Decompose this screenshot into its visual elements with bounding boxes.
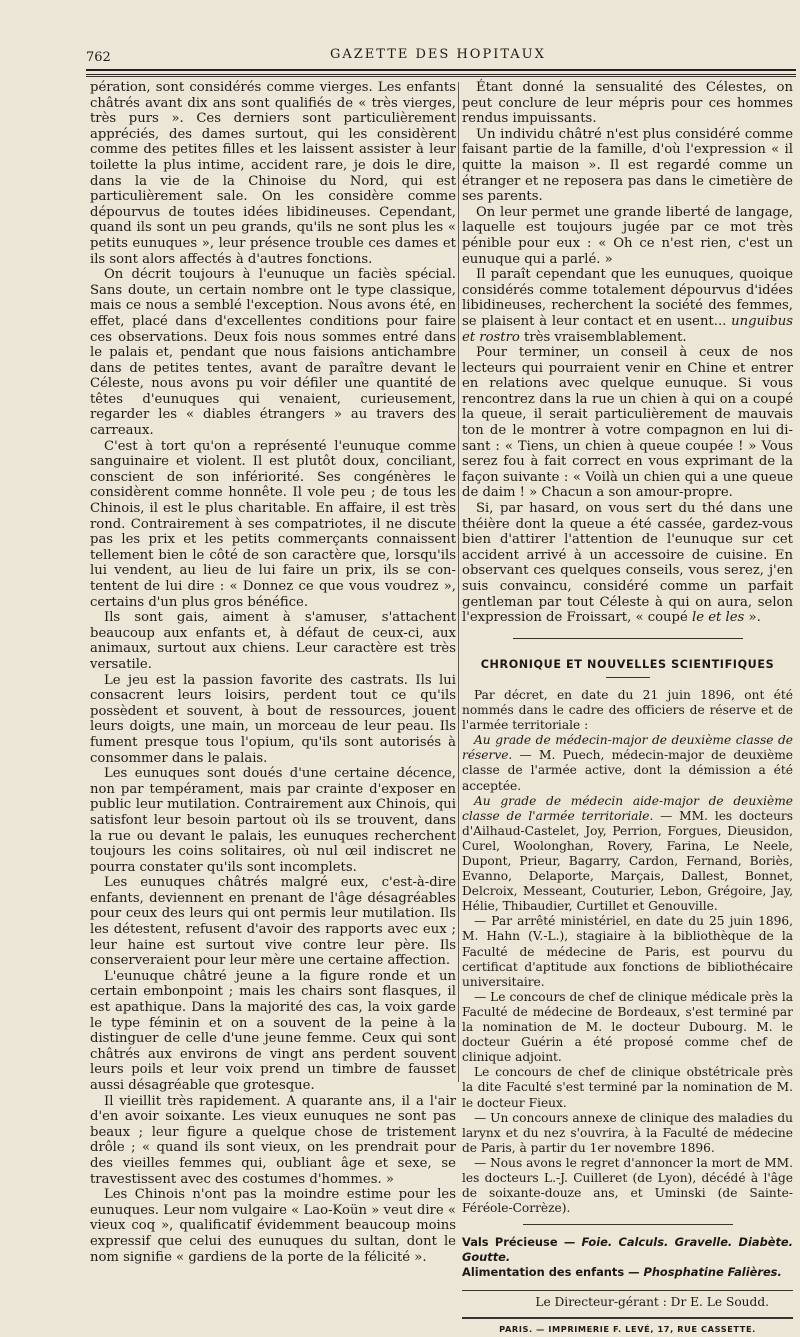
column-divider bbox=[458, 82, 459, 1082]
news-item: — Le concours de chef de clinique médicale près la Faculté de médecine de Bordeaux, s'est terminé par la nomination de M. le docteur Dubourg. M. le docteur Guérin a été proposé comme chef de clinique adjoint. bbox=[462, 989, 793, 1065]
paragraph: Les eunuques sont doués d'une certaine décence, non par tempérament, mais par crainte d'exposer en public leur mutilation. Contrairement aux Chinois, qui satisfont leur besoin partout où ils se trouvent, dans la rue ou devant le palais, les eunuques recherchent toujours les coins solitaires, où nul œil indiscret ne pourra constater qu'ils sont incomplets. bbox=[90, 766, 456, 875]
paragraph: Les Chinois n'ont pas la moindre estime pour les eunuques. Leur nom vulgaire « Lao-Koün » veut dire « vieux coq », qualificatif évidemment beaucoup moins expressif que celui des eunuques du sultan, dont le nom signifie « gardiens de la porte de la félicité ». bbox=[90, 1187, 456, 1265]
ad-line bbox=[462, 1265, 793, 1280]
paragraph-text: Si, par hasard, on vous sert du thé dans une théière dont la queue a été cassée, gardez-vous bien d'attirer l'attention de l'eunuque sur cet accident arrivé à un accessoire de cuisine. En observant ces quelques conseils, vous serez, j'en suis convaincu, considéré comme un parfait gentleman par tout Céleste à qui on aura, selon l'expression de Froissart, bbox=[462, 501, 793, 626]
news-item bbox=[462, 794, 793, 915]
paragraph: On leur permet une grande liberté de langage, laquelle est toujours jugée par ce mot très pénible pour eux : « Oh ce n'est rien, c'est un eunuque qui a parlé. » bbox=[462, 204, 793, 267]
news-item-heading: Au grade de médecin aide-major de deuxième classe de l'armée territoriale. — bbox=[462, 793, 793, 823]
paragraph: Pour terminer, un conseil à ceux de nos lecteurs qui pourraient venir en Chine et entrer en relations avec quelque eunuque. Si vous rencontrez dans la rue un chien à qui on a coupé la queue, il serait particulièrement de mauvais ton de le montrer à votre compagnon en lui disant : « Tiens, un chien à queue coupée ! » Vous serez fou à fait correct en vous exprimant de la façon suivante : « Voilà un chien qui a une queue de daim ! » Chacun a son amour-propre. bbox=[462, 345, 793, 501]
director-line: Le Directeur-gérant : Dr E. Le Soudd. bbox=[462, 1290, 793, 1311]
page-number: 762 bbox=[86, 50, 111, 65]
news-items bbox=[462, 688, 793, 1216]
paragraph: Il vieillit très rapidement. A quarante ans, il a l'air d'en avoir soixante. Les vieux eunuques ne sont pas beaux ; leur figure a quelque chose de tristement drôle ; « quand ils sont vieux, on les prendrait pour des vieilles femmes qui, oubliant âge et sexe, se travestissent avec des costumes d'hommes. » bbox=[90, 1093, 456, 1187]
title-rule bbox=[606, 677, 650, 678]
paragraph: Le jeu est la passion favorite des castrats. Ils lui consacrent leurs loisirs, perdent tout ce qu'ils possèdent et souvent, à bout de ressources, jouent leurs doigts, une main, un morceau de leur peau. Ils fument presque tous l'opium, qu'ils sont autorisés à consommer dans le palais. bbox=[90, 672, 456, 766]
ad-tagline: Phosphatine Falières. bbox=[643, 1265, 782, 1280]
latin-phrase: unguibus et rostro bbox=[462, 313, 793, 345]
news-item-text: M. Puech, médecin-major de deuxième classe de l'armée active, dont la démission a été acceptée. bbox=[462, 748, 794, 793]
paragraph-text: Il paraît cependant que les eunuques, quoique considérés comme totalement dépourvus d'idées libidineuses, recherchent la société des femmes, se plaisent à leur contact et en usent... bbox=[462, 267, 793, 329]
printer-imprint: PARIS. — IMPRIMERIE F. LEVÉ, 17, RUE CASSETTE. bbox=[462, 1317, 793, 1337]
paragraph: Un individu châtré n'est plus considéré comme faisant partie de la famille, d'où l'expression « il quitte la maison ». Il est regardé comme un étranger et ne reposera pas dans le cimetière de ses parents. bbox=[462, 126, 793, 205]
paragraph: L'eunuque châtré jeune a la figure ronde et un certain embonpoint ; mais les chairs sont flasques, il est apathique. Dans la majorité des cas, la voix garde le type féminin et on a souvent de la peine à la distinguer de celle d'une jeune femme. Ceux qui sont châtrés aux environs de vingt ans perdent souvent leurs poils et leur voix prend un timbre de fausset aussi désagréable que grotesque. bbox=[90, 968, 456, 1093]
paragraph bbox=[462, 501, 793, 626]
ads-rule bbox=[523, 1224, 733, 1225]
ad-brand: Alimentation des enfants — bbox=[462, 1265, 644, 1280]
ornament-separator bbox=[462, 632, 793, 648]
advertisements bbox=[462, 1235, 793, 1280]
paragraph: On décrit toujours à l'eunuque un faciès spécial. Sans doute, un certain nombre ont le type classique, mais ce nous a semblé l'exception. Nous avons été, en effet, placé dans d'excellentes conditions pour faire ces observations. Deux fois nous sommes entré dans le palais et, pendant que nous faisions antichambre dans de petites tentes, avant de paraître devant le Céleste, nous avons pu voir défiler une quantité de têtes d'eunuques qui venaient, curieusement, regarder les « diables étrangers » au travers des carreaux. bbox=[90, 267, 456, 439]
running-head: GAZETTE DES HOPITAUX bbox=[330, 47, 546, 62]
quote-italic: le et les bbox=[692, 610, 745, 626]
header-rule bbox=[86, 69, 796, 75]
news-item: — Par arrêté ministériel, en date du 25 juin 1896, M. Hahn (V.-L.), stagiaire à la bibliothèque de la Faculté de médecine de Paris, est pourvu du certificat d'aptitude aux fonctions de bibliothécaire universitaire. bbox=[462, 914, 793, 989]
ad-line bbox=[462, 1235, 793, 1265]
paragraph-tail: très vraisemblablement. bbox=[519, 329, 687, 345]
header-rule-thin bbox=[86, 76, 796, 77]
news-item: — Un concours annexe de clinique des maladies du larynx et du nez s'ouvrira, à la Faculté de médecine de Paris, à partir du 1er novembre 1896. bbox=[462, 1110, 793, 1155]
news-item: Le concours de chef de clinique obstétricale près la dite Faculté s'est terminé par la nomination de M. le docteur Fieux. bbox=[462, 1065, 793, 1110]
paragraph: Les eunuques châtrés malgré eux, c'est-à-dire enfants, deviennent en prenant de l'âge désagréables pour ceux des leurs qui ont permis leur mutilation. Ils les détestent, refusent d'avoir des rapports avec eux ; leur haine est surtout vive contre leur père. Ils conserveraient pour leur mère une certaine affection. bbox=[90, 875, 456, 969]
news-item-heading: Au grade de médecin-major de deuxième classe de réserve. — bbox=[462, 733, 793, 763]
ad-brand: Vals Précieuse — bbox=[462, 1235, 582, 1250]
left-column bbox=[90, 80, 456, 1265]
section-title: CHRONIQUE ET NOUVELLES SCIENTIFIQUES bbox=[480, 658, 775, 672]
paragraph: Ils sont gais, aiment à s'amuser, s'attachent beaucoup aux enfants et, à défaut de ceux-ci, aux animaux, surtout aux chiens. Leur caractère est très versatile. bbox=[90, 610, 456, 672]
news-item: Par décret, en date du 21 juin 1896, ont été nommés dans le cadre des officiers de réserve et de l'armée territoriale : bbox=[462, 687, 793, 733]
quote-close: ». bbox=[744, 610, 761, 626]
paragraph: Étant donné la sensualité des Célestes, on peut conclure de leur mépris pour ces hommes rendus impuissants. bbox=[462, 80, 793, 127]
right-column bbox=[462, 80, 793, 1337]
paragraph: pération, sont considérés comme vierges. Les enfants châtrés avant dix ans sont qualifiés de « très vierges, très purs ». Ces derniers sont particulièrement appréciés, des dames surtout, qui les considèrent comme des petites filles et les laissent assister à leur toilette la plus intime, accident rare, je dois le dire, dans la vie de la Chinoise du Nord, qui est particulièrement sale. On les considère comme dépourvus de toutes idées libidineuses. Cependant, quand ils sont un peu grands, qu'ils ne sont plus les « petits eunuques », leur présence trouble ces dames et ils sont alors affectés à d'autres fonctions. bbox=[90, 80, 456, 267]
ad-tagline: Foie. Calculs. Gravelle. Diabète. Goutte. bbox=[462, 1235, 793, 1265]
news-item bbox=[462, 733, 793, 793]
paragraph: C'est à tort qu'on a représenté l'eunuque comme sanguinaire et violent. Il est plutôt doux, conciliant, conscient de son infériorité. Ses congénères le considèrent comme honnête. Il vole peu ; de tous les Chinois, il est le plus charitable. En affaire, il est très rond. Contrairement à ses compatriotes, il ne discute pas les prix et les petits commerçants connaissent tellement bien le côté de son caractère que, lorsqu'ils lui vendent, au lieu de lui faire un prix, ils se contentent de lui dire : « Donnez ce que vous voudrez », certains d'un plus gros bénéfice. bbox=[90, 438, 456, 610]
paragraph bbox=[462, 267, 793, 345]
news-item: — Nous avons le regret d'annoncer la mort de MM. les docteurs L.-J. Cuilleret (de Lyon), décédé à l'âge de soixante-douze ans, et Uminski (de Sainte-Féréole-Corrèze). bbox=[462, 1155, 793, 1216]
quote-open: « coupé bbox=[635, 610, 692, 626]
news-item-text: MM. les docteurs d'Ailhaud-Castelet, Joy, Perrion, Forgues, Dieusidon, Curel, Woolonghan, Rovery, Farina, Le Neele, Dupont, Prieur, Bagarry, Cardon, Fernand, Boriès, Evanno, Delaporte, Marçais, Dallest, Bonnet, Delcroix, Messeant, Couturier, Lebon, Grégoire, Jay, Hélie, Thibaudier, Curtillet et Genouville. bbox=[462, 808, 793, 914]
